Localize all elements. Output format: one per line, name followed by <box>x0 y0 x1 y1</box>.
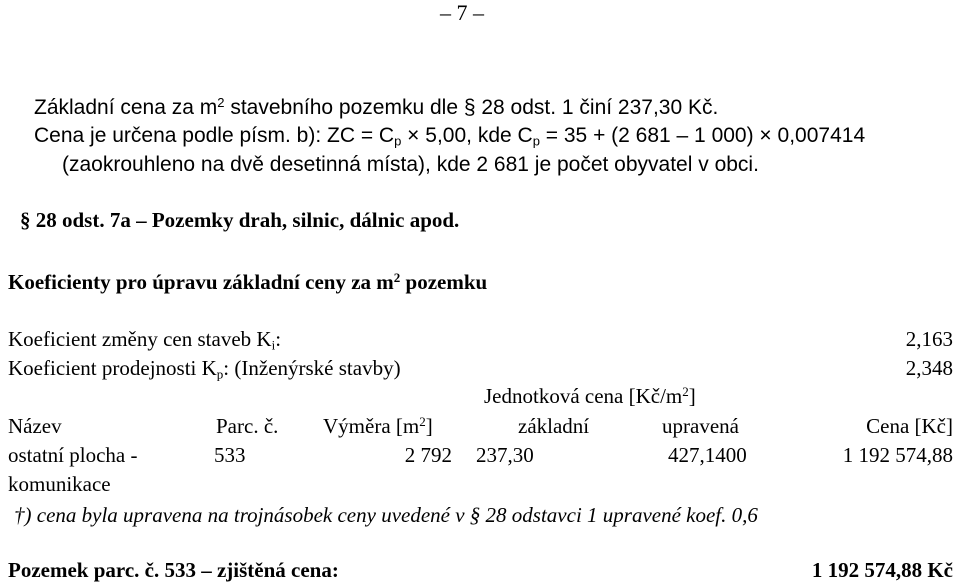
rounding-note: (zaokrouhleno na dvě desetinná místa), kde 2 681 je počet obyvatel v obci. <box>62 153 759 176</box>
coefficient-heading-b: pozemku <box>400 270 488 294</box>
base-price-text-a: Základní cena za m <box>34 96 218 119</box>
col-header-price: Cena [Kč] <box>866 414 953 438</box>
coef-ki-sub: i <box>271 337 276 353</box>
col-header-area-sup: 2 <box>419 413 426 429</box>
formula-sub-2: p <box>532 133 540 149</box>
base-price-sup: 2 <box>217 94 225 110</box>
col-header-area-b: ] <box>425 414 433 438</box>
coefficient-value-kp: 2,348 <box>905 356 953 380</box>
row-adjusted: 427,1400 <box>668 443 747 467</box>
coef-kp-b: : (Inženýrské stavby) <box>223 356 401 380</box>
formula-text-c: = 35 + (2 681 – 1 000) × 0,007414 <box>539 124 866 147</box>
unit-price-header-b: ] <box>688 384 696 408</box>
col-header-name: Název <box>8 414 62 438</box>
row-name-line2: komunikace <box>8 472 111 496</box>
base-price-line <box>34 96 718 120</box>
section-heading: § 28 odst. 7a – Pozemky drah, silnic, dálnic apod. <box>20 208 460 232</box>
formula-text-a: Cena je určena podle písm. b): ZC = C <box>34 124 395 147</box>
row-base: 237,30 <box>476 443 534 467</box>
unit-price-header-sup: 2 <box>682 383 689 399</box>
row-area: 2 792 <box>404 443 452 467</box>
coef-ki-a: Koeficient změny cen staveb K <box>8 327 272 351</box>
unit-price-group-header <box>484 384 696 409</box>
col-header-parcel: Parc. č. <box>216 414 279 438</box>
col-header-adjusted: upravená <box>662 414 739 438</box>
row-parcel: 533 <box>214 443 246 467</box>
coef-ki-b: : <box>275 327 282 351</box>
coefficient-heading-sup: 2 <box>393 269 401 285</box>
col-header-area-a: Výměra [m <box>323 414 420 438</box>
coef-kp-a: Koeficient prodejnosti K <box>8 356 217 380</box>
summary-value: 1 192 574,88 Kč <box>811 558 953 582</box>
footnote: †) cena byla upravena na trojnásobek ceny uvedené v § 28 odstavci 1 upravené koef. 0,6 <box>14 503 758 527</box>
coef-kp-sub: p <box>216 366 224 382</box>
page-number: – 7 – <box>440 0 484 25</box>
formula-line <box>34 124 865 148</box>
col-header-base: základní <box>518 414 590 438</box>
row-name-line1: ostatní plocha - <box>8 443 138 467</box>
formula-sub-1: p <box>394 133 402 149</box>
base-price-text-b: stavebního pozemku dle § 28 odst. 1 činí 237,30 Kč. <box>224 96 719 119</box>
row-price: 1 192 574,88 <box>842 443 953 467</box>
coefficient-value-ki: 2,163 <box>905 327 953 351</box>
formula-text-b: × 5,00, kde C <box>401 124 533 147</box>
summary-label: Pozemek parc. č. 533 – zjištěná cena: <box>8 558 339 582</box>
unit-price-header-a: Jednotková cena [Kč/m <box>484 384 683 408</box>
coefficient-heading <box>8 270 487 295</box>
coefficient-label-ki <box>8 327 281 352</box>
coefficient-heading-a: Koeficienty pro úpravu základní ceny za m <box>8 270 394 294</box>
col-header-area <box>323 414 433 439</box>
coefficient-label-kp <box>8 356 401 381</box>
